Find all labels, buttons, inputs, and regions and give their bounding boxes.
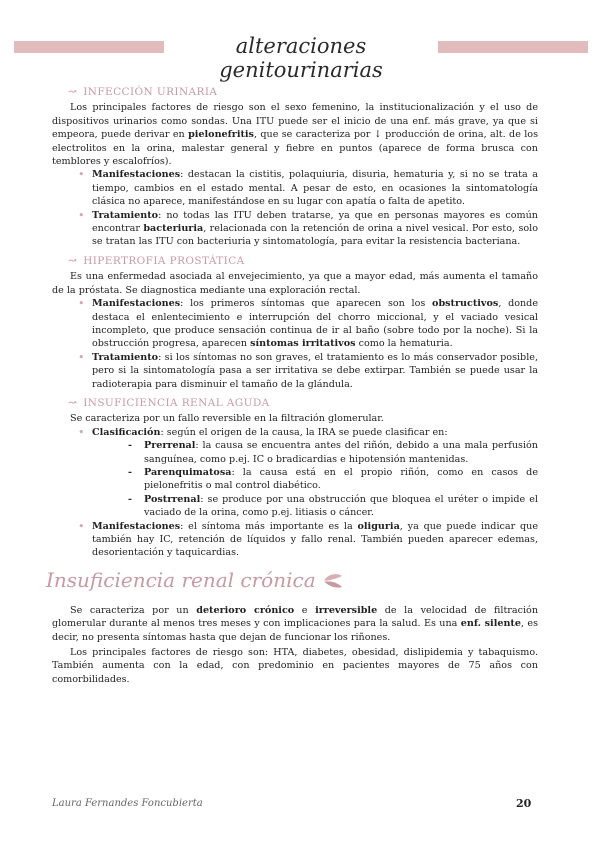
paragraph-ira-intro: Se caracteriza por un fallo reversible en la filtración glomerular. bbox=[70, 413, 384, 425]
list-itu bbox=[52, 168, 538, 248]
footer-author: Laura Fernandes Foncubierta bbox=[52, 798, 203, 809]
section-heading-itu: ↝ INFECCIÓN URINARIA bbox=[68, 86, 218, 98]
sublist-ira bbox=[92, 439, 538, 519]
arrow-icon: ↝ bbox=[68, 254, 78, 267]
list-item: • Clasificación: según el origen de la causa, la IRA se puede clasificar en: - Prerrenal: la causa se encuentra antes del riñón, debido a una mala perfusión sanguínea, como p.ej. IC o bradicardias e hipotensión mantenidas. - Parenquimatosa: la causa está en el propio riñón, como en casos de pielonefritis o mal control diabético. - Postrrenal: se produce por una obstrucción que bloquea el uréter o impide el vaciado de la orina, como p.ej. litiasis o cáncer. bbox=[92, 426, 538, 520]
sublist-item: - Prerrenal: la causa se encuentra antes del riñón, debido a una mala perfusión sanguínea, como p.ej. IC o bradicardias e hipotensión mantenidas. bbox=[144, 439, 538, 466]
arrow-icon: ↝ bbox=[68, 396, 78, 409]
paragraph-hp-intro: Es una enfermedad asociada al envejecimiento, ya que a mayor edad, más aumenta el tamaño de la próstata. Se diagnostica mediante una exploración rectal. bbox=[52, 271, 538, 296]
section-heading-ira: ↝ INSUFICIENCIA RENAL AGUDA bbox=[68, 396, 270, 409]
section-heading-irc: Insuficiencia renal crónica bbox=[46, 572, 538, 590]
title-band bbox=[0, 34, 600, 82]
list-item: • Tratamiento: si los síntomas no son graves, el tratamiento es lo más conservador posible, pero si la sintomatología pasa a ser irritativa se debe extirpar. También se puede usar la radioterapia para disminuir el tamaño de la glándula. bbox=[92, 351, 538, 391]
section-heading-hp: ↝ HIPERTROFIA PROSTÁTICA bbox=[68, 254, 245, 267]
list-item: • Manifestaciones: destacan la cistitis, polaquiuria, disuria, hematuria y, si no se trata a tiempo, cambios en el estado mental. A pesar de esto, en ocasiones la sintomatología clásica no aparece, manifestándose en su lugar con apatía o falta de apetito. bbox=[92, 168, 538, 208]
list-item: • Tratamiento: no todas las ITU deben tratarse, ya que en personas mayores es común encontrar bacteriuria, relacionada con la retención de orina a nivel vesical. Por esto, solo se tratan las ITU con bacteriuria y sintomatología, para evitar la resistencia bacteriana. bbox=[92, 209, 538, 249]
paragraph-itu-intro: Los principales factores de riesgo son el sexo femenino, la institucionalización y el uso de dispositivos urinarios como sondas. Una ITU puede ser el inicio de una enf. más grave, ya que si empeora, puede derivar en pielonefritis, que se caracteriza por ↓ producción de orina, alt. de los electrolitos en la orina, malestar general y fiebre en puntos (aparece de forma brusca con temblores y escalofríos). bbox=[52, 102, 539, 168]
page-number: 20 bbox=[516, 797, 532, 810]
page-content bbox=[46, 80, 539, 686]
title-band-right bbox=[438, 41, 588, 53]
list-ira bbox=[52, 426, 538, 560]
arrow-icon: ↝ bbox=[68, 86, 78, 98]
list-item: • Manifestaciones: el síntoma más importante es la oliguria, ya que puede indicar que también hay IC, retención de líquidos y fallo renal. También pueden aparecer edemas, desorientación y taquicardias. bbox=[92, 520, 538, 560]
leaf-icon bbox=[322, 572, 344, 590]
paragraph-irc-2: Los principales factores de riesgo son: HTA, diabetes, obesidad, dislipidemia y tabaquismo. También aumenta con la edad, con predominio en pacientes mayores de 75 años con comorbilidades. bbox=[52, 647, 538, 685]
title-band-left bbox=[14, 41, 164, 53]
list-hp bbox=[52, 297, 538, 391]
sublist-item: - Postrrenal: se produce por una obstrucción que bloquea el uréter o impide el vaciado de la orina, como p.ej. litiasis o cáncer. bbox=[144, 493, 538, 520]
sublist-item: - Parenquimatosa: la causa está en el propio riñón, como en casos de pielonefritis o mal control diabético. bbox=[144, 466, 538, 493]
page-title: alteraciones genitourinarias bbox=[219, 34, 383, 82]
paragraph-irc-1: Se caracteriza por un deterioro crónico e irreversible de la velocidad de filtración glomerular durante al menos tres meses y con implicaciones para la salud. Es una enf. silente, es decir, no presenta síntomas hasta que dejan de funcionar los riñones. bbox=[52, 604, 538, 643]
list-item: • Manifestaciones: los primeros síntomas que aparecen son los obstructivos, donde destaca el enlentecimiento e interrupción del chorro miccional, y el vaciado vesical incompleto, que produce sensación continua de ir al baño (sobre todo por la noche). Si la obstrucción progresa, aparecen síntomas irritativos como la hematuria. bbox=[92, 297, 538, 351]
